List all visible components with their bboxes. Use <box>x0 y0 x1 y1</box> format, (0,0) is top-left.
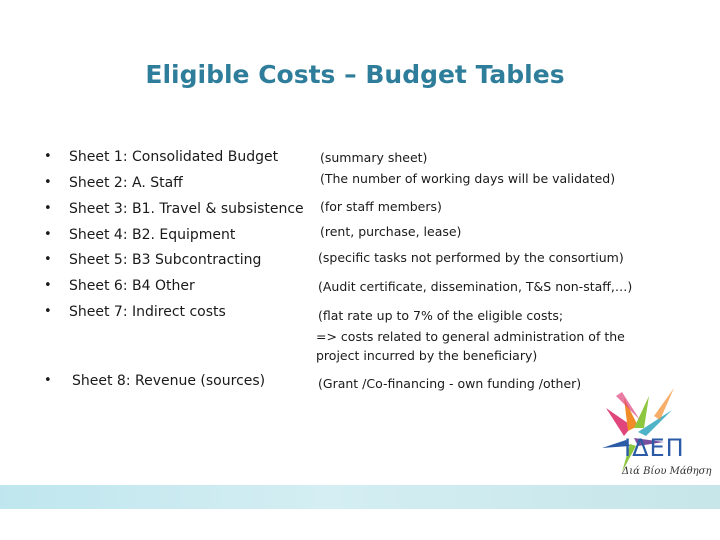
sheet-label: Sheet 4: B2. Equipment <box>69 227 236 243</box>
sheet-note: (The number of working days will be validated) <box>320 171 616 186</box>
bullet-icon: • <box>44 304 52 319</box>
sheet-label: Sheet 1: Consolidated Budget <box>69 149 279 165</box>
bullet-icon: • <box>44 227 52 242</box>
logo-wordmark: ΙΔΕΠ <box>624 434 685 462</box>
sheet-label: Sheet 7: Indirect costs <box>69 304 226 320</box>
logo-tagline: Διά Βίου Μάθηση <box>622 466 712 477</box>
sheet-note-line: project incurred by the beneficiary) <box>316 348 538 363</box>
footer-band <box>0 485 720 509</box>
bullet-icon: • <box>44 201 52 216</box>
slide-title: Eligible Costs – Budget Tables <box>145 60 565 89</box>
sheet-note-line: => costs related to general administration of the <box>316 329 625 344</box>
bullet-icon: • <box>44 149 52 164</box>
bullet-icon: • <box>44 252 52 267</box>
sheet-note: (rent, purchase, lease) <box>320 224 462 239</box>
bullet-icon: • <box>44 175 52 190</box>
sheet-label: Sheet 3: B1. Travel & subsistence <box>69 201 304 217</box>
sheet-label: Sheet 5: B3 Subcontracting <box>69 252 262 268</box>
sheet-label: Sheet 8: Revenue (sources) <box>72 373 266 389</box>
bullet-icon: • <box>44 278 52 293</box>
sheet-label: Sheet 2: A. Staff <box>69 175 183 191</box>
sheet-note: (Grant /Co-financing - own funding /other) <box>318 376 582 391</box>
sheet-note: (Audit certificate, dissemination, T&S non-staff,…) <box>318 279 633 294</box>
sheet-note: (summary sheet) <box>320 150 428 165</box>
bullet-icon: • <box>44 373 52 388</box>
sheet-note: (specific tasks not performed by the consortium) <box>318 250 624 265</box>
sheet-label: Sheet 6: B4 Other <box>69 278 195 294</box>
sheet-note: (for staff members) <box>320 199 442 214</box>
sheet-note-line: (flat rate up to 7% of the eligible costs; <box>318 308 564 323</box>
